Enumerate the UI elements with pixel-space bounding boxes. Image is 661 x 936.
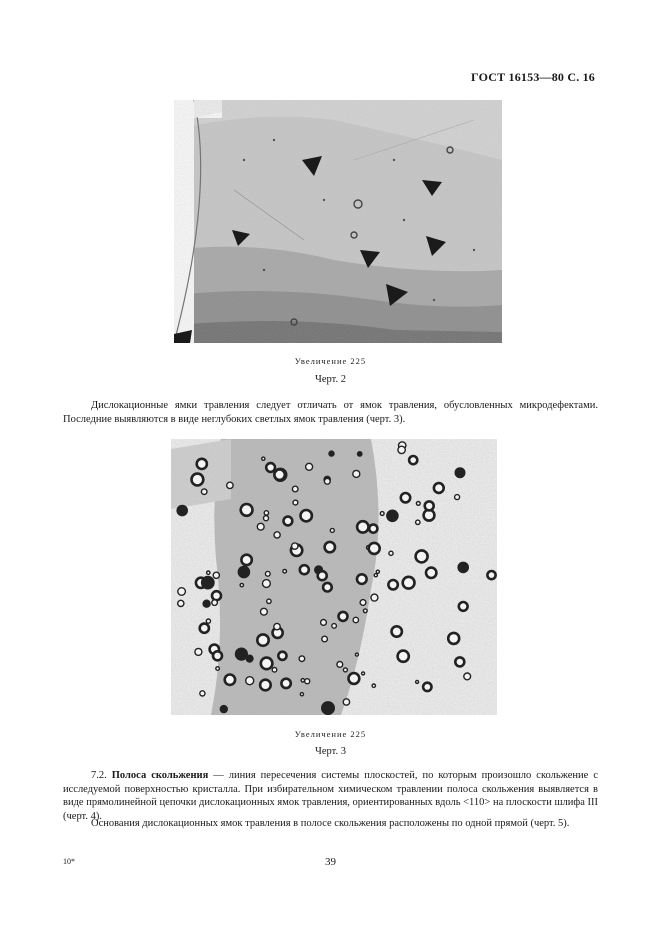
figure-3-magnification: Увеличение 225	[294, 729, 367, 739]
figure-2-micrograph	[174, 100, 502, 343]
page-header: ГОСТ 16153—80 С. 16	[471, 70, 595, 84]
figure-3-label: Черт. 3	[315, 746, 346, 757]
page-number: 39	[325, 856, 336, 868]
paragraph-slip-line-bases-text: Основания дислокационных ямок травления в полосе скольжения расположены по одной прямой (черт. 5).	[91, 818, 570, 829]
paragraph-etch-pits-text: Дислокационные ямки травления следует отличать от ямок травления, обусловленных микродефектами. Последние выявляются в виде неглубоких светлых ямок травления (черт. 3).	[63, 400, 598, 425]
section-7-2-text: — линия пересечения системы плоскостей, по которым произошло скольжение с исследуемой поверхностью кристалла. При избирательном химическом травлении полоса скольжения выявляется в виде прямолинейной цепочки дислокационных ямок травления, ориентированных вдоль <110> на плоскости шлифа III (черт. 4).	[63, 770, 598, 822]
figure-2-magnification: Увеличение 225	[294, 356, 367, 366]
paragraph-slip-line-bases	[63, 817, 598, 831]
paragraph-etch-pits	[63, 399, 598, 426]
section-7-2-number: 7.2.	[91, 770, 107, 781]
footer-mark: 10*	[63, 857, 75, 866]
section-7-2-term: Полоса скольжения	[111, 770, 209, 781]
figure-3-micrograph	[171, 439, 497, 715]
figure-2-label: Черт. 2	[315, 374, 346, 385]
section-7-2	[63, 769, 598, 823]
